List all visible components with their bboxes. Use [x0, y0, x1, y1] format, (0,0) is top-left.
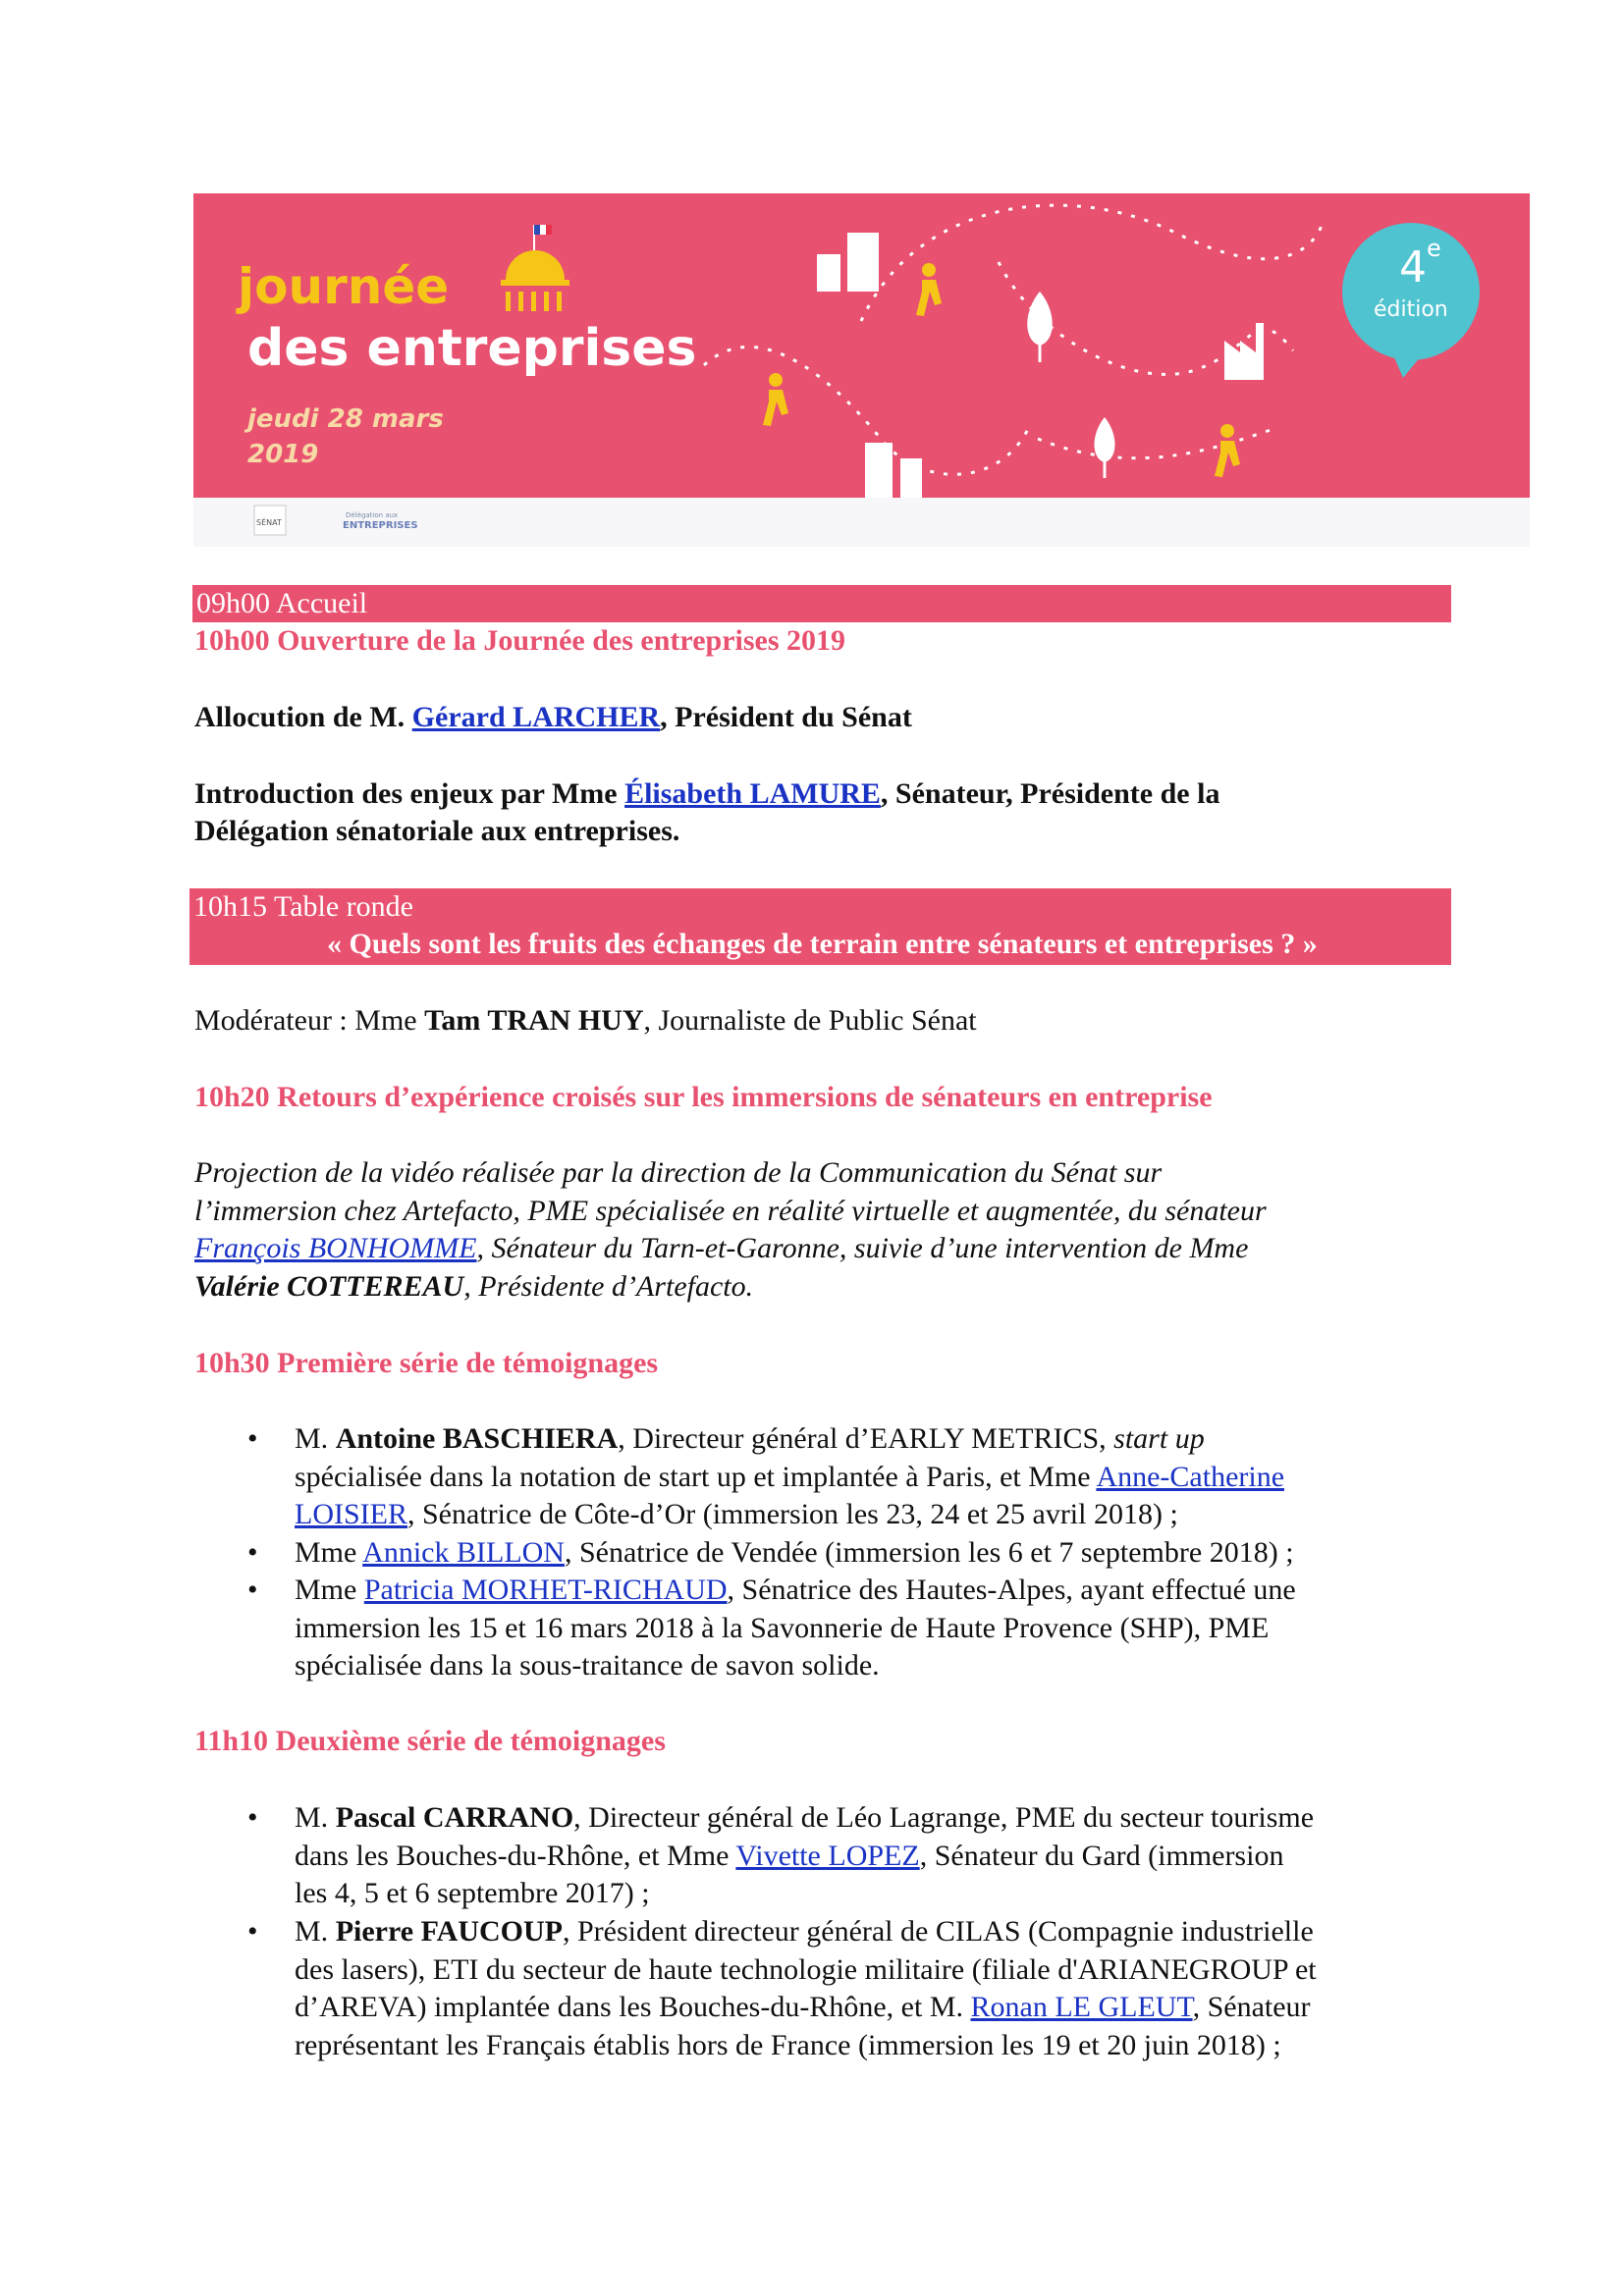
- section-heading-retours: 10h20 Retours d’expérience croisés sur les immersions de sénateurs en entreprise: [194, 1081, 1213, 1113]
- bullet-icon: •: [247, 1801, 258, 1834]
- paragraph-introduction: [194, 775, 1449, 850]
- person-name: Valérie COTTEREAU: [194, 1269, 464, 1303]
- paragraph-allocution: [194, 699, 1449, 736]
- text: M.: [295, 1801, 336, 1834]
- text: M.: [295, 1422, 336, 1455]
- edition-word: édition: [1374, 297, 1448, 322]
- text: , Journaliste de Public Sénat: [643, 1004, 977, 1037]
- table-ronde-heading: 10h15 Table ronde: [193, 890, 413, 923]
- line: [295, 1459, 1453, 1497]
- link-patricia-morhet-richaud[interactable]: Patricia MORHET-RICHAUD: [363, 1574, 728, 1606]
- text: Mme: [295, 1574, 364, 1606]
- line: [295, 1496, 1453, 1534]
- person-name: Pierre FAUCOUP: [335, 1915, 563, 1948]
- text: , Président du Sénat: [660, 701, 912, 733]
- text: d’AREVA) implantée dans les Bouches-du-Rhône, et M.: [295, 1991, 971, 2023]
- moderator-name: Tam TRAN HUY: [424, 1004, 644, 1037]
- line: [295, 1838, 1453, 1876]
- text: , Sénateur du Tarn-et-Garonne, suivie d’une intervention de Mme: [476, 1232, 1249, 1264]
- line: [295, 1572, 1453, 1610]
- banner-title-line1: journée: [238, 258, 450, 315]
- link-elisabeth-lamure[interactable]: Élisabeth LAMURE: [624, 777, 881, 810]
- text: Allocution de M.: [194, 701, 412, 733]
- senat-logo-text: SÉNAT: [256, 518, 282, 527]
- text: Introduction des enjeux par Mme: [194, 777, 625, 810]
- event-banner: [193, 193, 1530, 547]
- text: , Sénateur, Présidente de la: [880, 777, 1220, 810]
- link-francois-bonhomme[interactable]: François BONHOMME: [194, 1232, 477, 1264]
- bullet-icon: •: [247, 1574, 258, 1606]
- banner-title-line2: des entreprises: [247, 319, 697, 378]
- line: [194, 1268, 1449, 1307]
- bullet-icon: •: [247, 1536, 258, 1569]
- paragraph-projection: [194, 1154, 1449, 1306]
- text: , Sénateur: [1192, 1991, 1311, 2023]
- text: , Sénatrice des Hautes-Alpes, ayant effectué une: [727, 1574, 1296, 1606]
- line: représentant les Français établis hors de France (immersion les 19 et 20 juin 2018) ;: [295, 2028, 1281, 2061]
- text: , Sénateur du Gard (immersion: [919, 1839, 1284, 1872]
- senat-logo: [254, 506, 286, 535]
- schedule-time-accueil: 09h00 Accueil: [196, 587, 368, 619]
- text: start up: [1113, 1422, 1205, 1455]
- line: Projection de la vidéo réalisée par la direction de la Communication du Sénat sur: [194, 1156, 1163, 1189]
- edition-superscript: e: [1427, 235, 1441, 262]
- line: [295, 1420, 1453, 1459]
- link-gerard-larcher[interactable]: Gérard LARCHER: [411, 701, 661, 733]
- edition-number: 4: [1399, 242, 1427, 293]
- line: l’immersion chez Artefacto, PME spécialisée en réalité virtuelle et augmentée, du sénateur: [194, 1194, 1267, 1227]
- banner-date-line2: 2019: [247, 440, 319, 469]
- list-item-morhet-richaud: [295, 1572, 1453, 1685]
- list-item-faucoup: [295, 1913, 1453, 2064]
- banner-date-line1: jeudi 28 mars: [247, 404, 444, 434]
- bullet-icon: •: [247, 1915, 258, 1948]
- person-name: Pascal CARRANO: [335, 1801, 574, 1834]
- line: [295, 1989, 1453, 2027]
- line: Délégation sénatoriale aux entreprises.: [194, 815, 680, 847]
- text: spécialisée dans la notation de start up et implantée à Paris, et Mme: [295, 1460, 1097, 1493]
- text: Modérateur : Mme: [194, 1004, 425, 1037]
- text: dans les Bouches-du-Rhône, et Mme: [295, 1839, 736, 1872]
- schedule-bar-table-ronde: [189, 888, 1451, 965]
- text: , Président directeur général de CILAS (Compagnie industrielle: [563, 1915, 1314, 1948]
- line: spécialisée dans la sous-traitance de savon solide.: [295, 1649, 880, 1682]
- list-item-billon: [295, 1534, 1453, 1573]
- line: [295, 1799, 1453, 1838]
- paragraph-moderateur: [194, 1002, 1449, 1040]
- delegation-logo-small: Délégation aux: [346, 511, 399, 519]
- line: les 4, 5 et 6 septembre 2017) ;: [295, 1877, 650, 1909]
- person-name: Antoine BASCHIERA: [335, 1422, 619, 1455]
- link-anne-catherine-loisier-cont[interactable]: LOISIER: [295, 1498, 407, 1530]
- bullet-icon: •: [247, 1422, 258, 1455]
- schedule-bar-accueil: [192, 585, 1451, 622]
- section-heading-ouverture: 10h00 Ouverture de la Journée des entreprises 2019: [194, 624, 846, 657]
- text: , Présidente d’Artefacto.: [463, 1269, 754, 1303]
- line: [194, 775, 1449, 813]
- line: immersion les 15 et 16 mars 2018 à la Savonnerie de Haute Provence (SHP), PME: [295, 1611, 1270, 1644]
- section-heading-deuxieme-serie: 11h10 Deuxième série de témoignages: [194, 1725, 666, 1757]
- line: [295, 1913, 1453, 1951]
- text: Mme: [295, 1536, 363, 1569]
- text: , Directeur général de Léo Lagrange, PME du secteur tourisme: [573, 1801, 1315, 1834]
- link-annick-billon[interactable]: Annick BILLON: [362, 1536, 565, 1569]
- text: M.: [295, 1915, 336, 1948]
- link-anne-catherine-loisier[interactable]: Anne-Catherine: [1096, 1460, 1285, 1493]
- line: des lasers), ETI du secteur de haute technologie militaire (filiale d'ARIANEGROUP et: [295, 1952, 1317, 1986]
- text: , Sénatrice de Vendée (immersion les 6 et 7 septembre 2018) ;: [564, 1536, 1294, 1569]
- section-heading-premiere-serie: 10h30 Première série de témoignages: [194, 1347, 659, 1379]
- link-ronan-le-gleut[interactable]: Ronan LE GLEUT: [970, 1991, 1193, 2023]
- delegation-logo-text: ENTREPRISES: [343, 520, 418, 531]
- table-ronde-question: « Quels sont les fruits des échanges de terrain entre sénateurs et entreprises ? »: [327, 928, 1318, 960]
- text: , Sénatrice de Côte-d’Or (immersion les 23, 24 et 25 avril 2018) ;: [407, 1498, 1178, 1530]
- text: , Directeur général d’EARLY METRICS,: [618, 1422, 1114, 1455]
- list-item-baschiera: [295, 1420, 1453, 1534]
- list-item-carrano: [295, 1799, 1453, 1913]
- link-vivette-lopez[interactable]: Vivette LOPEZ: [735, 1839, 920, 1872]
- line: [194, 1230, 1449, 1268]
